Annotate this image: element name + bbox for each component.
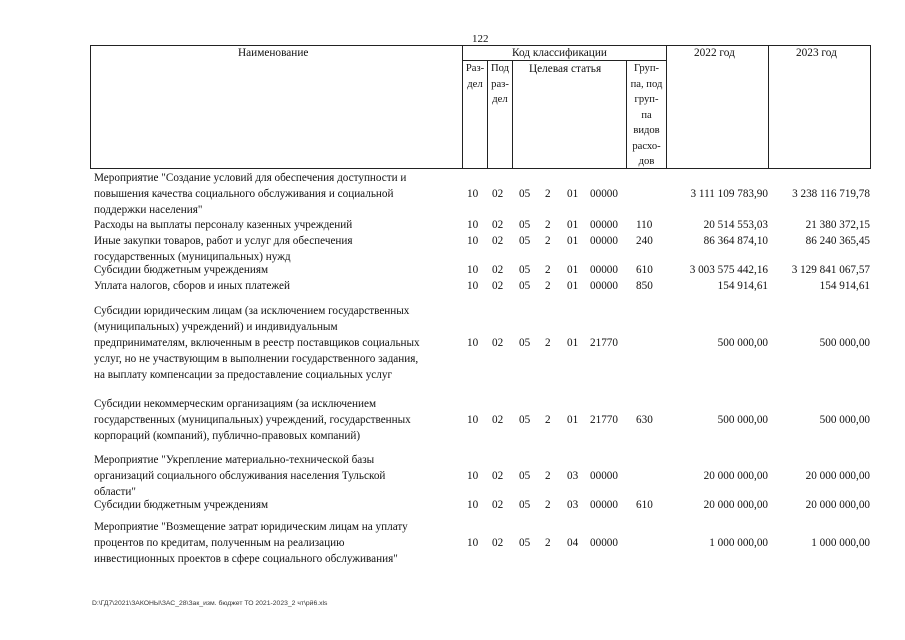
row-name-line: инвестиционных проектов в сфере социального обслуживания" — [94, 553, 398, 565]
row-name — [94, 303, 462, 383]
code-c: 01 — [567, 235, 579, 247]
code-pr: 02 — [492, 499, 504, 511]
code-a: 05 — [519, 537, 531, 549]
row-name-line: государственных (муниципальных) нужд — [94, 251, 291, 263]
code-pr: 02 — [492, 337, 504, 349]
amount-2022: 86 364 874,10 — [703, 235, 768, 247]
row-name-line: Мероприятие "Укрепление материально-технической базы — [94, 454, 375, 466]
amount-2023: 154 914,61 — [819, 280, 870, 292]
amount-2022: 20 514 553,03 — [703, 219, 768, 231]
code-c: 04 — [567, 537, 579, 549]
row-name-line: организаций социального обслуживания населения Тульской — [94, 470, 386, 482]
header-col-divider-2023 — [768, 45, 769, 169]
amount-2023: 3 129 841 067,57 — [791, 264, 870, 276]
row-name-line: Субсидии юридическим лицам (за исключением государственных — [94, 305, 410, 317]
amount-2023: 20 000 000,00 — [805, 499, 870, 511]
code-v: 610 — [636, 499, 653, 511]
code-r: 10 — [467, 235, 479, 247]
row-name-line: Субсидии бюджетным учреждениям — [94, 264, 269, 276]
code-pr: 02 — [492, 470, 504, 482]
code-pr: 02 — [492, 264, 504, 276]
code-c: 01 — [567, 188, 579, 200]
code-d: 00000 — [590, 264, 618, 276]
code-r: 10 — [467, 537, 479, 549]
amount-2022: 154 914,61 — [717, 280, 768, 292]
code-a: 05 — [519, 414, 531, 426]
row-name-line: корпораций (компаний), публично-правовых компаний) — [94, 430, 361, 442]
row-name — [94, 278, 462, 294]
code-v: 630 — [636, 414, 653, 426]
code-b: 2 — [545, 235, 551, 247]
header-code: Код классификации — [512, 47, 607, 59]
code-r: 10 — [467, 337, 479, 349]
code-a: 05 — [519, 235, 531, 247]
row-name-line: Субсидии бюджетным учреждениям — [94, 499, 269, 511]
code-d: 00000 — [590, 235, 618, 247]
code-r: 10 — [467, 280, 479, 292]
header-col-divider-2022 — [666, 45, 667, 169]
amount-2022: 3 111 109 783,90 — [690, 188, 768, 200]
code-r: 10 — [467, 414, 479, 426]
code-r: 10 — [467, 499, 479, 511]
code-a: 05 — [519, 470, 531, 482]
code-a: 05 — [519, 219, 531, 231]
code-c: 01 — [567, 337, 579, 349]
row-name-line: предпринимателям, включенным в реестр поставщиков социальных — [94, 337, 420, 349]
amount-2023: 500 000,00 — [819, 337, 870, 349]
row-name — [94, 519, 462, 567]
header-razdel: Раз- дел — [465, 63, 485, 90]
code-d: 00000 — [590, 499, 618, 511]
code-b: 2 — [545, 470, 551, 482]
amount-2022: 500 000,00 — [717, 337, 768, 349]
code-c: 01 — [567, 264, 579, 276]
code-c: 01 — [567, 219, 579, 231]
code-c: 01 — [567, 280, 579, 292]
code-v: 610 — [636, 264, 653, 276]
code-c: 01 — [567, 414, 579, 426]
code-pr: 02 — [492, 537, 504, 549]
code-d: 00000 — [590, 188, 618, 200]
amount-2022: 1 000 000,00 — [709, 537, 768, 549]
amount-2023: 21 380 372,15 — [805, 219, 870, 231]
header-celevaya: Целевая статья — [529, 63, 602, 75]
code-r: 10 — [467, 264, 479, 276]
code-a: 05 — [519, 337, 531, 349]
amount-2023: 500 000,00 — [819, 414, 870, 426]
row-name-line: повышения качества социального обслуживания и социальной — [94, 188, 394, 200]
row-name-line: государственных (муниципальных) учреждений, государственных — [94, 414, 411, 426]
row-name — [94, 497, 462, 513]
code-d: 00000 — [590, 219, 618, 231]
row-name-line: (муниципальных) учреждений) и индивидуальным — [94, 321, 338, 333]
code-a: 05 — [519, 499, 531, 511]
code-c: 03 — [567, 499, 579, 511]
header-podrazdel: Под раз- дел — [490, 63, 510, 105]
row-name-line: на выплату компенсации за предоставление социальных услуг — [94, 369, 393, 381]
amount-2023: 3 238 116 719,78 — [792, 188, 870, 200]
code-pr: 02 — [492, 235, 504, 247]
code-b: 2 — [545, 264, 551, 276]
row-name — [94, 452, 462, 500]
code-pr: 02 — [492, 219, 504, 231]
code-pr: 02 — [492, 280, 504, 292]
amount-2022: 20 000 000,00 — [703, 470, 768, 482]
row-name — [94, 217, 462, 233]
footer-path: D:\ГД7\2021\ЗАКОНЫ\ЗАС_28\Зак_изм. бюджет ТО 2021-2023_2 чт\рй6.xls — [92, 600, 328, 607]
code-r: 10 — [467, 219, 479, 231]
code-v: 240 — [636, 235, 653, 247]
row-name-line: Мероприятие "Возмещение затрат юридическим лицам на уплату — [94, 521, 408, 533]
code-v: 110 — [636, 219, 653, 231]
row-name-line: области" — [94, 486, 136, 498]
code-r: 10 — [467, 470, 479, 482]
code-b: 2 — [545, 219, 551, 231]
row-name-line: поддержки населения" — [94, 204, 203, 216]
header-gruppa: Груп- па, под груп- па видов расхо- дов — [630, 63, 663, 167]
row-name — [94, 170, 462, 218]
row-name — [94, 233, 462, 265]
row-name — [94, 262, 462, 278]
page-number: 122 — [472, 33, 489, 45]
code-d: 21770 — [590, 337, 618, 349]
row-name-line: Иные закупки товаров, работ и услуг для обеспечения — [94, 235, 353, 247]
row-name-line: Расходы на выплаты персоналу казенных учреждений — [94, 219, 353, 231]
code-b: 2 — [545, 537, 551, 549]
code-d: 00000 — [590, 280, 618, 292]
amount-2023: 86 240 365,45 — [805, 235, 870, 247]
row-name-line: Уплата налогов, сборов и иных платежей — [94, 280, 290, 292]
amount-2023: 20 000 000,00 — [805, 470, 870, 482]
code-a: 05 — [519, 264, 531, 276]
amount-2022: 3 003 575 442,16 — [689, 264, 768, 276]
code-a: 05 — [519, 188, 531, 200]
code-a: 05 — [519, 280, 531, 292]
row-name — [94, 396, 462, 444]
row-name-line: Мероприятие "Создание условий для обеспечения доступности и — [94, 172, 407, 184]
header-2023: 2023 год — [796, 47, 837, 59]
row-name-line: Субсидии некоммерческим организациям (за исключением — [94, 398, 377, 410]
code-v: 850 — [636, 280, 653, 292]
code-d: 21770 — [590, 414, 618, 426]
code-pr: 02 — [492, 414, 504, 426]
amount-2023: 1 000 000,00 — [811, 537, 870, 549]
code-d: 00000 — [590, 470, 618, 482]
amount-2022: 20 000 000,00 — [703, 499, 768, 511]
row-name-line: процентов по кредитам, полученным на реализацию — [94, 537, 345, 549]
code-b: 2 — [545, 280, 551, 292]
row-name-line: услуг, но не участвующим в выполнении государственного задания, — [94, 353, 419, 365]
amount-2022: 500 000,00 — [717, 414, 768, 426]
code-r: 10 — [467, 188, 479, 200]
code-b: 2 — [545, 414, 551, 426]
code-c: 03 — [567, 470, 579, 482]
code-pr: 02 — [492, 188, 504, 200]
header-2022: 2022 год — [694, 47, 735, 59]
header-name: Наименование — [238, 47, 309, 59]
code-b: 2 — [545, 499, 551, 511]
code-b: 2 — [545, 337, 551, 349]
code-d: 00000 — [590, 537, 618, 549]
header-sub-divider-2 — [512, 60, 513, 169]
code-b: 2 — [545, 188, 551, 200]
